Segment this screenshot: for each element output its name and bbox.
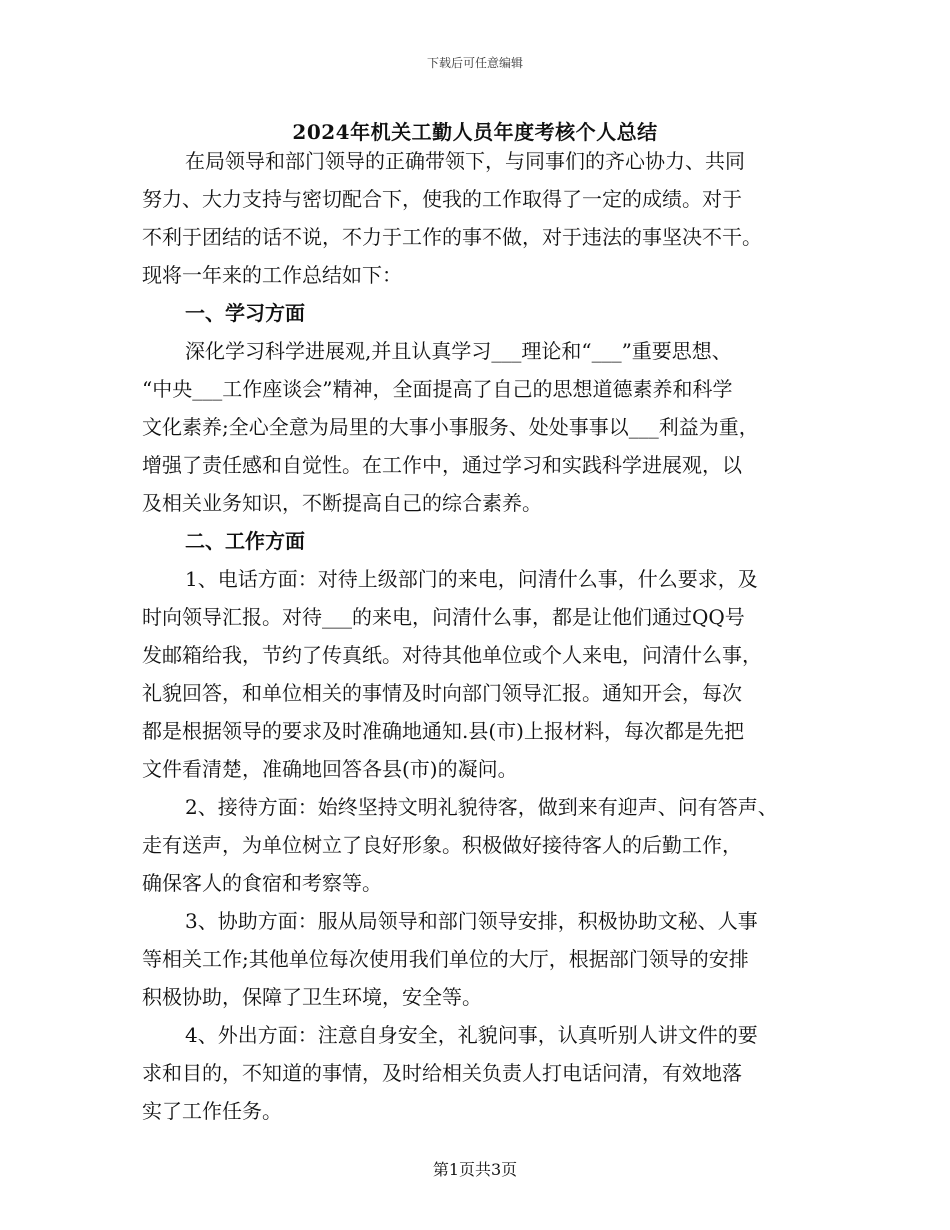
paragraph-line: 等相关工作;其他单位每次使用我们单位的大厅，根据部门领导的安排 <box>142 947 749 971</box>
paragraph-line: 文件看清楚，准确地回答各县(市)的凝问。 <box>142 757 518 781</box>
paragraph-line: 1、电话方面：对待上级部门的来电，问清什么事，什么要求，及 <box>185 567 758 591</box>
page-footer: 第1页共3页 <box>432 1160 518 1179</box>
paragraph-line: 现将一年来的工作总结如下： <box>142 263 402 287</box>
paragraph-line: 4、外出方面：注意自身安全，礼貌问事，认真听别人讲文件的要 <box>185 1023 758 1047</box>
paragraph-line: 不利于团结的话不说，不力于工作的事不做，对于违法的事坚决不干。 <box>142 225 762 249</box>
paragraph-line: 文化素养;全心全意为局里的大事小事服务、处处事事以___利益为重， <box>142 415 759 439</box>
paragraph-line: 深化学习科学进展观,并且认真学习___理论和“___”重要思想、 <box>185 339 732 363</box>
paragraph-line: 3、协助方面：服从局领导和部门领导安排，积极协助文秘、人事 <box>185 909 758 933</box>
document-title: 2024年机关工勤人员年度考核个人总结 <box>292 120 658 144</box>
paragraph-line: 礼貌回答，和单位相关的事情及时向部门领导汇报。通知开会，每次 <box>142 681 742 705</box>
paragraph-line: 发邮箱给我，节约了传真纸。对待其他单位或个人来电，问清什么事， <box>142 643 762 667</box>
paragraph-line: 确保客人的食宿和考察等。 <box>142 871 382 895</box>
paragraph-line: 求和目的，不知道的事情，及时给相关负责人打电话问清，有效地落 <box>142 1061 742 1085</box>
paragraph-line: “中央___工作座谈会”精神，全面提高了自己的思想道德素养和科学 <box>142 377 733 401</box>
paragraph-line: 及相关业务知识，不断提高自己的综合素养。 <box>142 491 542 515</box>
paragraph-line: 增强了责任感和自觉性。在工作中，通过学习和实践科学进展观，以 <box>142 453 742 477</box>
paragraph-line: 都是根据领导的要求及时准确地通知.县(市)上报材料，每次都是先把 <box>142 719 744 743</box>
paragraph-line: 积极协助，保障了卫生环境，安全等。 <box>142 985 482 1009</box>
paragraph-line: 走有送声，为单位树立了良好形象。积极做好接待客人的后勤工作， <box>142 833 742 857</box>
section-heading-study: 一、学习方面 <box>185 301 305 325</box>
paragraph-line: 实了工作任务。 <box>142 1099 282 1123</box>
paragraph-line: 努力、大力支持与密切配合下，使我的工作取得了一定的成绩。对于 <box>142 187 742 211</box>
paragraph-line: 在局领导和部门领导的正确带领下，与同事们的齐心协力、共同 <box>185 149 745 173</box>
header-note: 下载后可任意编辑 <box>426 56 523 70</box>
paragraph-line: 时向领导汇报。对待___的来电，问清什么事，都是让他们通过QQ号 <box>142 605 745 629</box>
paragraph-line: 2、接待方面：始终坚持文明礼貌待客，做到来有迎声、问有答声、 <box>185 795 778 819</box>
section-heading-work: 二、工作方面 <box>185 529 305 553</box>
